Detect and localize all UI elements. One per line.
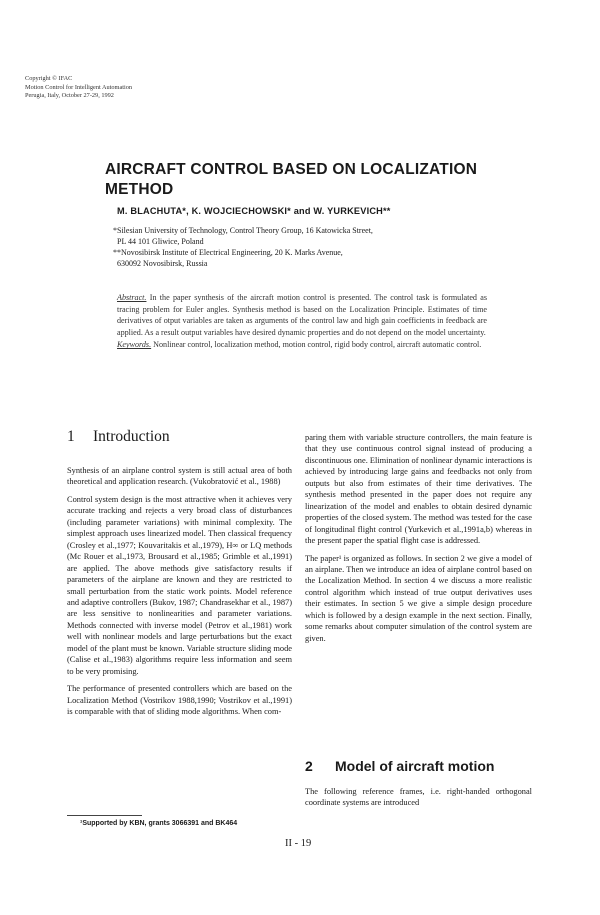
section-1-heading [67, 428, 170, 446]
body-paragraph: paring them with variable structure controllers, the main feature is that they use continuous control signal instead of producing a discontinuous one. Elimination of nonlinear dynamic interactions is achieved by introducing large gains and feedbacks not only from outputs but also from estimates of their time derivatives. The synthesis method presented in the paper does not require any linearization of the model and enables to obtain desired dynamic properties of the closed system. The method was tested for the case of longitudinal flight control (Yurkevich et al.,1991a,b) whereas in the present paper the spatial flight case is addressed. [305, 433, 533, 546]
footnote: ¹Supported by KBN, grants 3066391 and BK464 [80, 820, 238, 827]
affiliation-line: *Silesian University of Technology, Control Theory Group, 16 Katowicka Street, [113, 226, 373, 235]
body-paragraph: The following reference frames, i.e. right-handed orthogonal coordinate systems are introduced [305, 787, 532, 808]
left-column [67, 465, 292, 724]
keywords-text: Nonlinear control, localization method, motion control, rigid body control, aircraft automatic control. [153, 340, 482, 350]
paper-authors: M. BLACHUTA*, K. WOJCIECHOWSKI* and W. YURKEVICH** [117, 206, 391, 216]
body-paragraph: Control system design is the most attractive when it achieves very accurate tracking and rejects a very broad class of disturbances (including parameter variations) with minimal complexity. The simplest approach uses linearized model. Then classical frequency (Crosley et al.,1977; Kouvaritakis et al.,1979), H∞ or LQ methods (Mc Rouer et al.,1973, Brousard et al.,1985; Grimble et al.,1991) are applied. The above methods give satisfactory results if parameters of the airplane are known and they are restricted to small perturbation from the static work points. Model reference and adaptive controllers (Bukov, 1987; Chandrasekhar et al., 1987) are less sensitive to nonlinearities and parameter variations. Methods connected with inverse model (Petrov et al.,1981) work well with nonlinear models and large perturbations but the exact model of the plant must be known. Variable structure sliding mode (Calise et al.,1983) algorithms require less information and seem to be very promising. [67, 494, 292, 676]
affiliation-line: **Novosibirsk Institute of Electrical Engineering, 20 K. Marks Avenue, [113, 248, 343, 257]
section-title: Introduction [93, 428, 170, 445]
keywords-label: Keywords. [117, 340, 152, 350]
footnote-rule [67, 815, 142, 816]
conference-line: Motion Control for Intelligent Automation [25, 83, 133, 91]
paper-title: AIRCRAFT CONTROL BASED ON LOCALIZATION METHOD [105, 161, 478, 198]
abstract-label: Abstract. [117, 293, 147, 302]
body-paragraph: The paper¹ is organized as follows. In section 2 we give a model of an airplane. Then we introduce an idea of airplane control based on the Localization Method. In section 4 we discuss a more realistic control algorithm which instead of true output derivatives uses their estimates. In section 5 we give a simple design procedure which is followed by a design example in the next section. Finally, some remarks about computer simulation of the control system are given. [305, 553, 532, 643]
venue-line: Perugia, Italy, October 27-29, 1992 [25, 92, 114, 100]
section-number: 1 [67, 428, 75, 445]
body-paragraph: Synthesis of an airplane control system is still actual area of both theoretical and application research. (Vukobratović et al., 1988) [67, 466, 292, 487]
section-number: 2 [305, 758, 313, 774]
affiliation-line: PL 44 101 Gliwice, Poland [117, 237, 204, 246]
body-paragraph: The performance of presented controllers which are based on the Localization Method (Vostrikov 1988,1990; Vostrikov et al.,1991) is comparable with that of sliding mode algorithms. When com- [67, 684, 292, 717]
keywords-paragraph [117, 339, 487, 351]
abstract-text: In the paper synthesis of the aircraft motion control is presented. The control task is formulated as tracing problem for Euler angles. Synthesis method is based on the Localization Principle. Estimates of time derivatives of otput variables are taken as arguments of the control law and high gain coefficients in feedback are applied. As a result output variables have desired dynamic properties and do not depend on the model uncertainty. [117, 293, 487, 337]
abstract-paragraph [117, 292, 487, 338]
affiliation-line: 630092 Novosibirsk, Russia [117, 259, 208, 268]
page-number: II - 19 [285, 838, 312, 849]
section-title: Model of aircraft motion [335, 758, 495, 774]
copyright-block [25, 75, 245, 101]
affiliations [113, 225, 513, 269]
copyright-line: Copyright © IFAC [25, 75, 73, 82]
section-2-heading [305, 758, 494, 774]
right-column [305, 432, 532, 650]
abstract-block [117, 292, 487, 351]
